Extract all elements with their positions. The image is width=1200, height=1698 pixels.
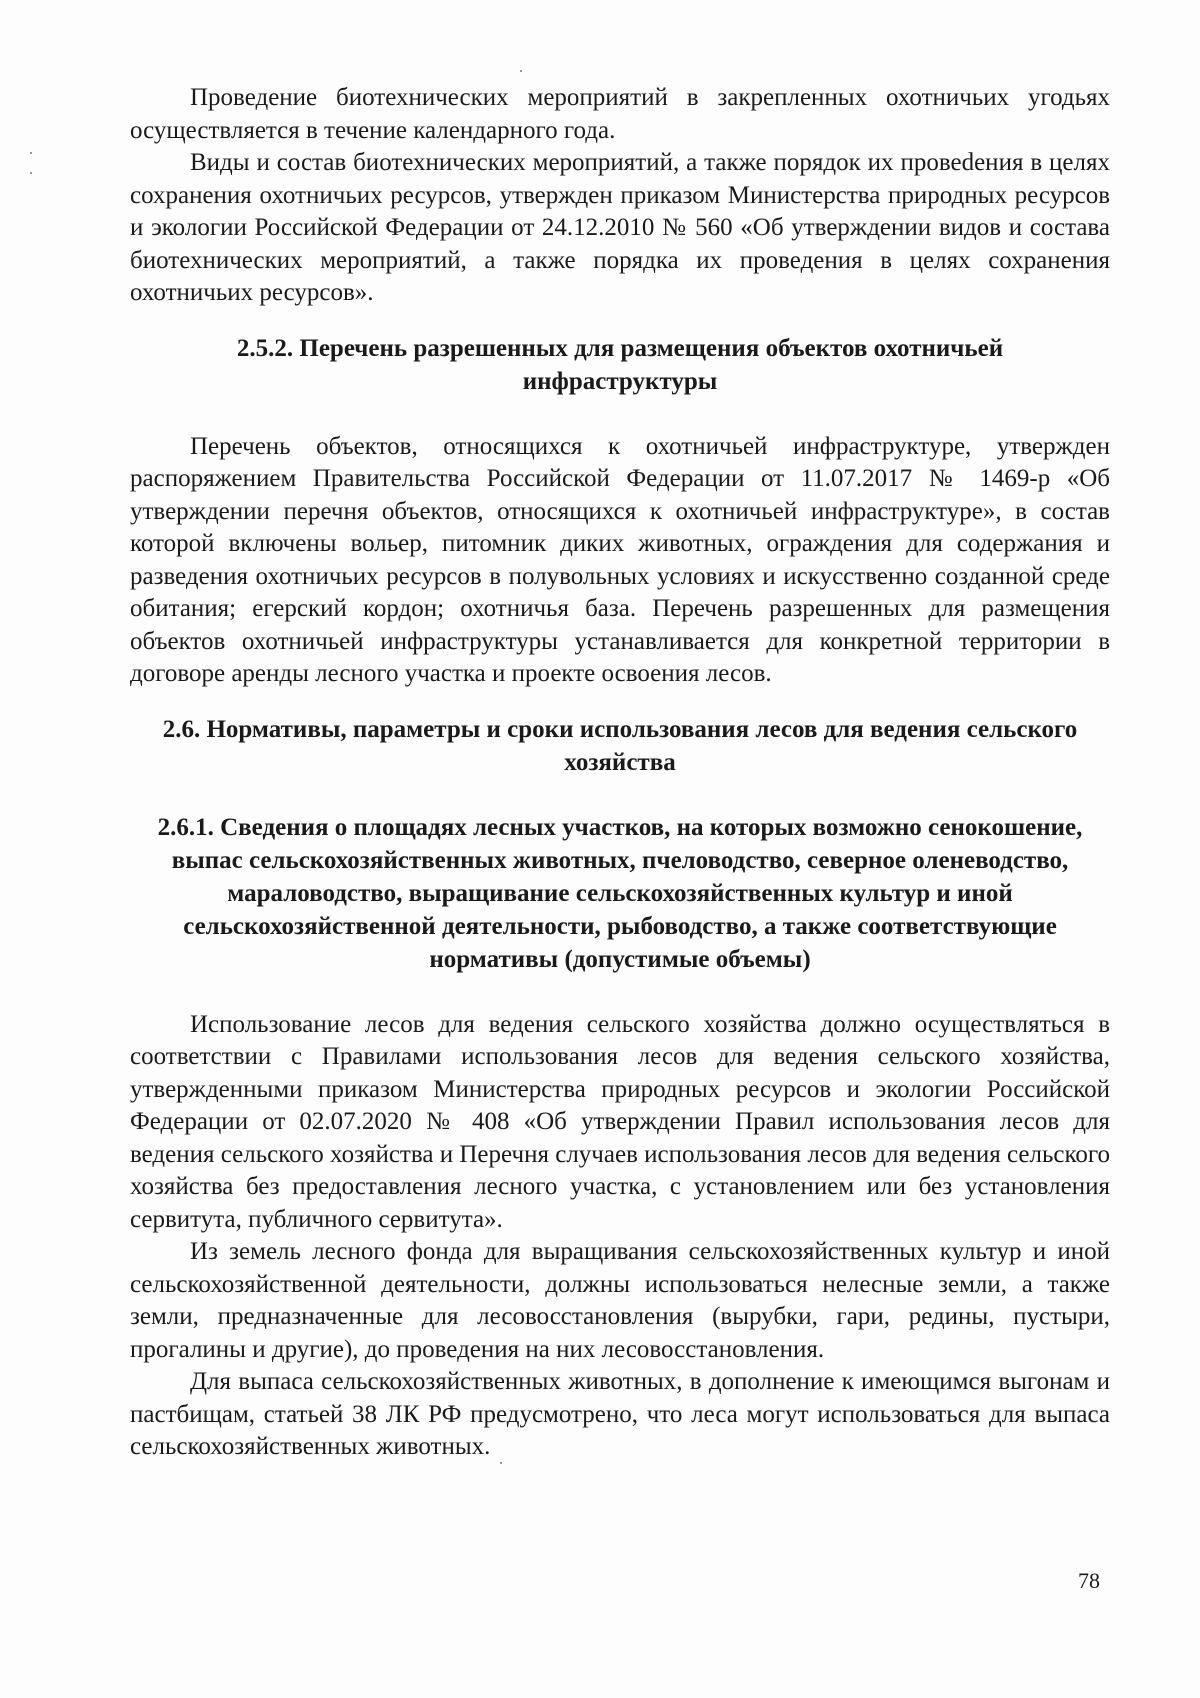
paragraph-livestock-grazing: Для выпаса сельскохозяйственных животных, в дополнение к имеющимся выгонам и пастбищам, статьей 38 ЛК РФ предусмотрено, что леса могут использоваться для выпаса сельскохозяйственных животных. (130, 1368, 1110, 1460)
heading-2-6: 2.6. Нормативы, параметры и сроки использования лесов для ведения сельского хозяйства (162, 715, 1078, 776)
scan-artifact (30, 172, 32, 174)
paragraph-biotech-period: Проведение биотехнических мероприятий в закрепленных охотничьих угодьях осуществляется в течение календарного года. (130, 84, 1110, 144)
heading-2-5-2: 2.5.2. Перечень разрешенных для размещения объектов охотничьей инфраструктуры (236, 334, 1004, 395)
scan-artifact (520, 70, 522, 72)
document-body (130, 82, 1110, 1464)
page-number: 78 (1078, 1568, 1100, 1593)
scan-artifact (30, 152, 32, 154)
heading-2-6-1: 2.6.1. Сведения о площадях лесных участков, на которых возможно сенокошение, выпас сельскохозяйственных животных, пчеловодство, северное оленеводство, мараловодство, выращивание сельскохозяйственных культур и иной сельскохозяйственной деятельности, рыбоводство, а также соответствующие нормативы (допустимые объемы) (157, 813, 1083, 973)
paragraph-hunting-infrastructure: Перечень объектов, относящихся к охотничьей инфраструктуре, утвержден распоряжением Правительства Российской Федерации от 11.07.2017 № 1469-р «Об утверждении перечня объектов, относящихся к охотничьей инфраструктуре», в состав которой включены вольер, питомник диких животных, ограждения для содержания и разведения охотничьих ресурсов в полувольных условиях и искусственно созданной среде обитания; егерский кордон; охотничья база. Перечень разрешенных для размещения объектов охотничьей инфраструктуры устанавливается для конкретной территории в договоре аренды лесного участка и проекте освоения лесов. (130, 432, 1110, 687)
paragraph-agriculture-rules: Использование лесов для ведения сельского хозяйства должно осуществляться в соответствии с Правилами использования лесов для ведения сельского хозяйства, утвержденными приказом Министерства природных ресурсов и экологии Российской Федерации от 02.07.2020 № 408 «Об утверждении Правил использования лесов для ведения сельского хозяйства и Перечня случаев использования лесов для ведения сельского хозяйства без предоставления лесного участка, с установлением или без установления сервитута, публичного сервитута». (130, 1010, 1110, 1233)
paragraph-biotech-order: Виды и состав биотехнических мероприятий, а также порядок их провеdения в целях сохранения охотничьих ресурсов, утвержден приказом Министерства природных ресурсов и экологии Российской Федерации от 24.12.2010 № 560 «Об утверждении видов и состава биотехнических мероприятий, а также порядка их проведения в целях сохранения охотничьих ресурсов». (130, 149, 1110, 306)
paragraph-agriculture-lands: Из земель лесного фонда для выращивания сельскохозяйственных культур и иной сельскохозяйственной деятельности, должны использоваться нелесные земли, а также земли, предназначенные для лесовосстановления (вырубки, гари, редины, пустыри, прогалины и другие), до проведения на них лесовосстановления. (130, 1238, 1110, 1363)
